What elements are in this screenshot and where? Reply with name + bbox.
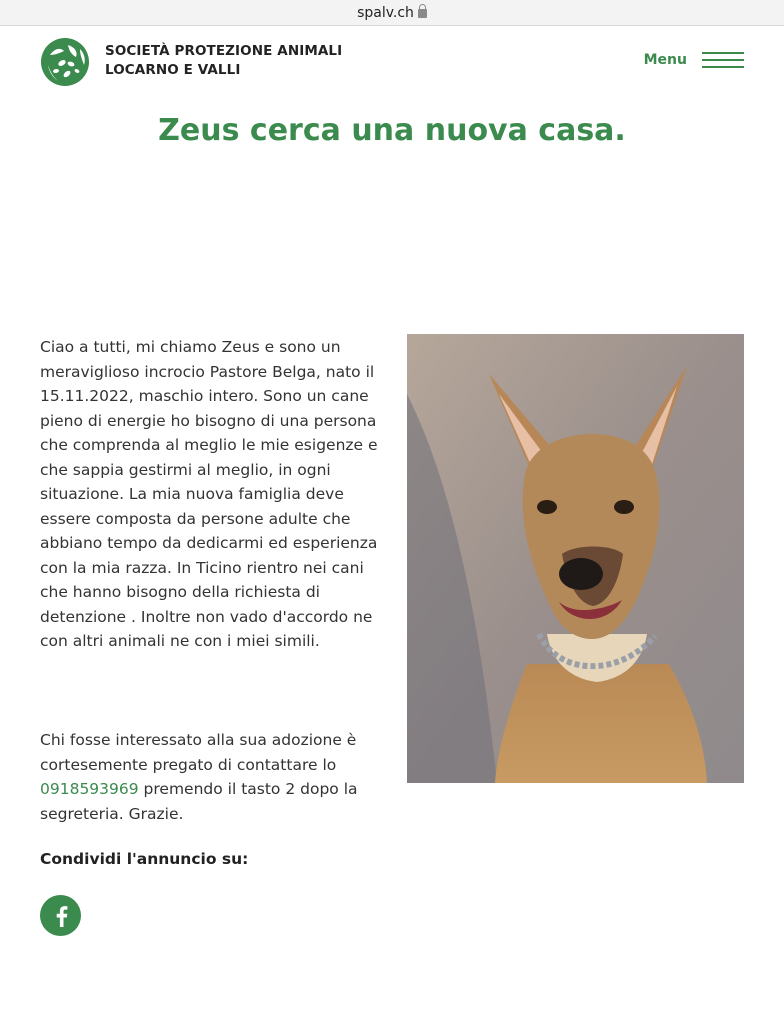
contact-text-before: Chi fosse interessato alla sua adozione è cortesemente pregato di contattare lo — [40, 731, 357, 774]
dog-photo — [407, 334, 744, 783]
facebook-icon — [52, 905, 70, 927]
contact-info — [40, 728, 385, 826]
logo-icon[interactable] — [40, 37, 90, 87]
menu-button[interactable] — [644, 50, 744, 70]
menu-label: Menu — [643, 52, 687, 68]
contact-text-after: premendo il tasto 2 dopo la segreteria. Grazie. — [40, 780, 358, 823]
hamburger-icon — [702, 50, 744, 70]
dog-description: Ciao a tutti, mi chiamo Zeus e sono un meraviglioso incrocio Pastore Belga, nato il 15.11.2022, maschio intero. Sono un cane pieno di energie ho bisogno di una persona che comprenda al meglio le mie esigenze e che sappia gestirmi al meglio, in ogni situazione. La mia nuova famiglia deve essere composta da persone adulte che abbiano tempo da dedicarmi ed esperienza con la mia razza. In Ticino rientro nei cani che hanno bisogno della richiesta di detenzione . Inoltre non vado d'accordo ne con altri animali ne con i miei simili. — [40, 338, 378, 650]
organization-name-line-1: SOCIETÀ PROTEZIONE ANIMALI — [105, 43, 343, 59]
organization-name-line-2: LOCARNO E VALLI — [105, 62, 241, 78]
dog-photo-illustration — [407, 334, 744, 783]
share-label: Condividi l'annuncio su: — [40, 850, 249, 868]
lock-icon — [418, 9, 427, 18]
browser-address-bar[interactable] — [0, 0, 784, 26]
site-header — [40, 37, 744, 89]
organization-name[interactable] — [105, 42, 342, 80]
facebook-share-button[interactable] — [40, 895, 81, 936]
page-title: Zeus cerca una nuova casa. — [158, 113, 626, 148]
phone-link[interactable]: 0918593969 — [40, 780, 139, 798]
url-text[interactable]: spalv.ch — [357, 4, 414, 21]
